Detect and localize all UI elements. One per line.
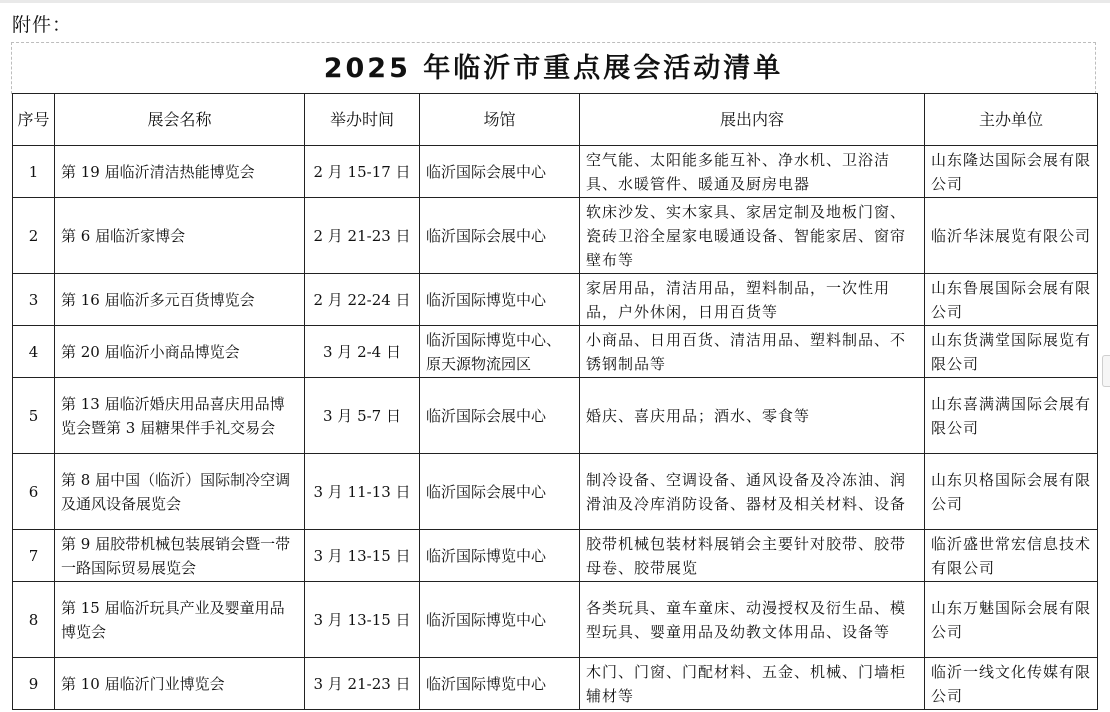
cell-no: 8 [13,582,55,658]
cell-no: 6 [13,454,55,530]
cell-content: 小商品、日用百货、清洁用品、塑料制品、不锈钢制品等 [580,326,925,378]
cell-venue: 临沂国际会展中心 [420,378,580,454]
table-row [13,454,1098,530]
table-row [13,582,1098,658]
cell-time: 3 月 11-13 日 [305,454,420,530]
cell-organizer: 山东鲁展国际会展有限公司 [925,274,1098,326]
cell-venue: 临沂国际博览中心、原天源物流园区 [420,326,580,378]
cell-time: 3 月 13-15 日 [305,582,420,658]
cell-venue: 临沂国际博览中心 [420,530,580,582]
header-organizer: 主办单位 [925,94,1098,146]
cell-no: 3 [13,274,55,326]
cell-organizer: 临沂盛世常宏信息技术有限公司 [925,530,1098,582]
cell-organizer: 临沂一线文化传媒有限公司 [925,658,1098,710]
cell-venue: 临沂国际博览中心 [420,658,580,710]
header-content: 展出内容 [580,94,925,146]
exhibition-table [12,93,1098,710]
cell-name: 第 16 届临沂多元百货博览会 [55,274,305,326]
cell-name: 第 13 届临沂婚庆用品喜庆用品博览会暨第 3 届糖果伴手礼交易会 [55,378,305,454]
cell-no: 1 [13,146,55,198]
cell-time: 3 月 21-23 日 [305,658,420,710]
table-row [13,274,1098,326]
table-row [13,378,1098,454]
top-border [0,0,1110,3]
table-row [13,658,1098,710]
cell-content: 家居用品，清洁用品，塑料制品，一次性用品，户外休闲，日用百货等 [580,274,925,326]
cell-content: 各类玩具、童车童床、动漫授权及衍生品、模型玩具、婴童用品及幼教文体用品、设备等 [580,582,925,658]
attachment-label: 附件： [12,14,73,36]
cell-name: 第 6 届临沂家博会 [55,198,305,274]
cell-venue: 临沂国际博览中心 [420,582,580,658]
cell-content: 软床沙发、实木家具、家居定制及地板门窗、瓷砖卫浴全屋家电暖通设备、智能家居、窗帘壁布等 [580,198,925,274]
cell-organizer: 山东喜满满国际会展有限公司 [925,378,1098,454]
table-row [13,198,1098,274]
cell-time: 2 月 22-24 日 [305,274,420,326]
cell-time: 3 月 13-15 日 [305,530,420,582]
cell-organizer: 临沂华沫展览有限公司 [925,198,1098,274]
cell-no: 5 [13,378,55,454]
cell-venue: 临沂国际会展中心 [420,146,580,198]
cell-no: 2 [13,198,55,274]
table-header-row [13,94,1098,146]
header-no: 序号 [13,94,55,146]
table-row [13,326,1098,378]
cell-time: 2 月 15-17 日 [305,146,420,198]
cell-venue: 临沂国际会展中心 [420,198,580,274]
cell-content: 空气能、太阳能多能互补、净水机、卫浴洁具、水暖管件、暖通及厨房电器 [580,146,925,198]
cell-venue: 临沂国际会展中心 [420,454,580,530]
header-venue: 场馆 [420,94,580,146]
cell-venue: 临沂国际博览中心 [420,274,580,326]
cell-organizer: 山东贝格国际会展有限公司 [925,454,1098,530]
cell-name: 第 9 届胶带机械包装展销会暨一带一路国际贸易展览会 [55,530,305,582]
cell-name: 第 10 届临沂门业博览会 [55,658,305,710]
cell-content: 婚庆、喜庆用品；酒水、零食等 [580,378,925,454]
cell-no: 4 [13,326,55,378]
cell-time: 2 月 21-23 日 [305,198,420,274]
cell-time: 3 月 5-7 日 [305,378,420,454]
cell-time: 3 月 2-4 日 [305,326,420,378]
header-time: 举办时间 [305,94,420,146]
header-name: 展会名称 [55,94,305,146]
cell-name: 第 20 届临沂小商品博览会 [55,326,305,378]
cell-no: 7 [13,530,55,582]
cell-content: 制冷设备、空调设备、通风设备及冷冻油、润滑油及冷库消防设备、器材及相关材料、设备 [580,454,925,530]
cell-organizer: 山东隆达国际会展有限公司 [925,146,1098,198]
cell-name: 第 15 届临沂玩具产业及婴童用品博览会 [55,582,305,658]
cell-no: 9 [13,658,55,710]
cell-content: 木门、门窗、门配材料、五金、机械、门墙柜辅材等 [580,658,925,710]
document-title: 2025 年临沂市重点展会活动清单 [323,53,784,84]
cell-name: 第 19 届临沂清洁热能博览会 [55,146,305,198]
table-row [13,530,1098,582]
side-scroll-tab[interactable] [1102,355,1110,387]
cell-organizer: 山东万魅国际会展有限公司 [925,582,1098,658]
cell-name: 第 8 届中国（临沂）国际制冷空调及通风设备展览会 [55,454,305,530]
table-row [13,146,1098,198]
cell-content: 胶带机械包装材料展销会主要针对胶带、胶带母卷、胶带展览 [580,530,925,582]
cell-organizer: 山东货满堂国际展览有限公司 [925,326,1098,378]
